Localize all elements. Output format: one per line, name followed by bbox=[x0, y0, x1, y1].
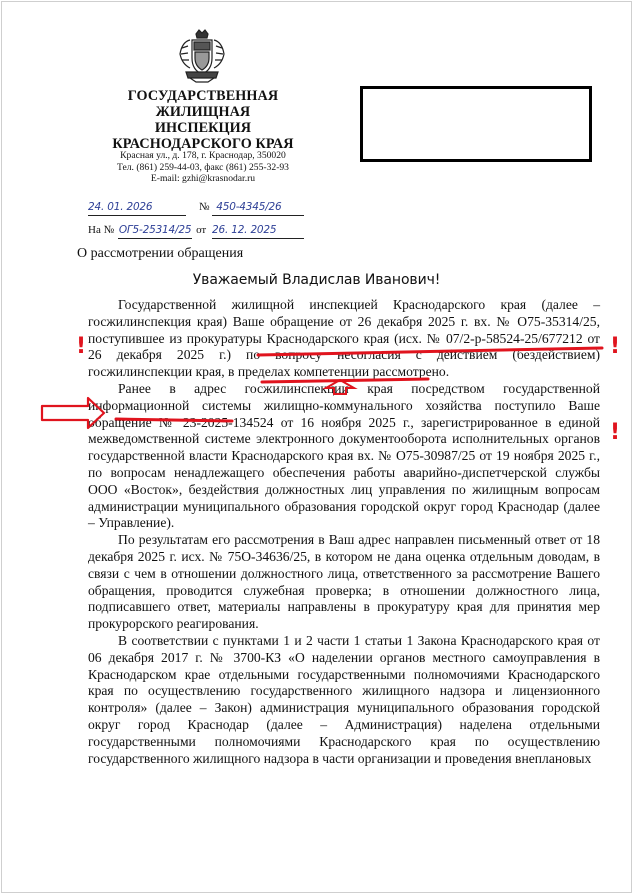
on-number-label: На № bbox=[88, 224, 115, 236]
letter-subject: О рассмотрении обращения bbox=[77, 246, 244, 261]
red-exclamation-right-bottom: ! bbox=[610, 420, 621, 445]
org-name-line-1: ГОСУДАРСТВЕННАЯ bbox=[127, 88, 279, 104]
red-underline-earlier bbox=[116, 419, 232, 421]
outgoing-date: 24. 01. 2026 bbox=[88, 201, 153, 213]
org-name-line-3: КРАСНОДАРСКОГО КРАЯ bbox=[112, 136, 294, 152]
paragraph-1: Государственной жилищной инспекцией Краснодарского края (далее – госжилинспекция края) Ваше обращение от 26 декабря 2025 г. вх. № О75-35314/25, поступившее из прокуратуры Краснодарского края (исх. № 07/2-р-58524-25/677212 от 26 декабря 2025 г.) по вопросу несогласия с действием (бездействием) госжилинспекции края, в пределах компетенции рассмотрено. bbox=[88, 297, 600, 380]
red-underline-prosecutor bbox=[258, 348, 602, 355]
org-name-line-2: ЖИЛИЩНАЯ ИНСПЕКЦИЯ bbox=[154, 104, 252, 136]
incoming-number-value: ОГ5-25314/25 bbox=[118, 224, 192, 236]
paragraph-2: Ранее в адрес госжилинспекции края посредством государственной информационной системы жилищно-коммунального хозяйства поступило Ваше обращение № 23-2025-134524 от 16 ноября 2025 г., зарегистрированное в единой межведомственной системе электронного документооборота исполнительных органов государственной власти Краснодарского края вх. № О75-30987/25 от 19 ноября 2025 г., по вопросам ненадлежащего обеспечения работы аварийно-диспетчерской службы ООО «Восток», бездействия должностных лиц управления по жилищным вопросам администрации муниципального образования городской округ город Краснодар (далее – Управление). bbox=[88, 380, 600, 531]
outgoing-number-value: 450-4345/26 bbox=[216, 201, 282, 213]
incoming-date-value: 26. 12. 2025 bbox=[211, 224, 277, 236]
phone-fax-line: Тел. (861) 259-44-03, факс (861) 255-32-93 bbox=[117, 161, 289, 173]
address-line: Красная ул., д. 178, г. Краснодар, 350020 bbox=[120, 150, 286, 161]
paragraph-3: По результатам его рассмотрения в Ваш адрес направлен письменный ответ от 18 декабря 2025 г. исх. № 75О-34636/25, в котором не дана оценка отдельным доводам, в связи с чем в отношении должностного лица, ответственного за рассмотрение Вашего обращения, проводится служебная проверка; в отношении должностного лица, подписавшего ответ, материалы направлены в прокуратуру края для принятия мер прокурорского реагирования. bbox=[88, 532, 600, 632]
red-underline-inspection bbox=[262, 379, 428, 382]
red-exclamation-left: ! bbox=[76, 334, 87, 359]
number-label: № bbox=[199, 201, 210, 213]
paragraph-4: В соответствии с пунктами 1 и 2 части 1 статьи 1 Закона Краснодарского края от 06 декабря 2017 г. № 3700-КЗ «О наделении органов местного самоуправления в Краснодарском крае отдельными государственными полномочиями Краснодарского края по осуществлению государственного жилищного надзора и лицензионного контроля» (далее – Закон) администрация муниципального образования городской округ город Краснодар (далее – Администрация) наделена отдельными государственными полномочиями Краснодарского края по осуществлению государственного жилищного надзора в части организации и проведения внеплановых bbox=[88, 632, 600, 766]
red-right-arrow-icon bbox=[42, 398, 104, 428]
email-line: E-mail: gzhi@krasnodar.ru bbox=[150, 173, 256, 185]
from-label: от bbox=[196, 224, 207, 236]
red-exclamation-right-top: ! bbox=[610, 334, 621, 359]
greeting: Уважаемый Владислав Иванович! bbox=[192, 272, 441, 288]
